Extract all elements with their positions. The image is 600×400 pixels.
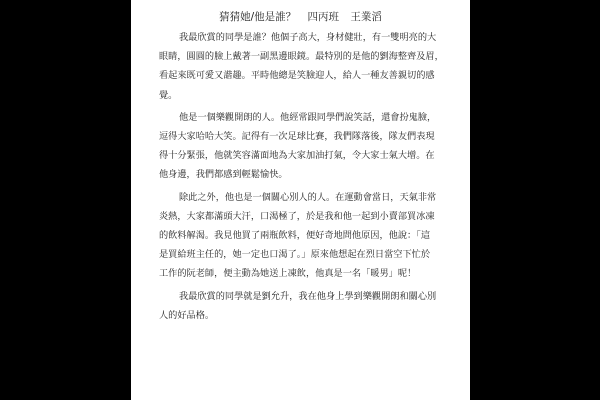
paragraph-line: 炎熱，大家都滿頭大汗，口渴極了，於是我和他一起到小賣部買冰凍 [159, 210, 435, 222]
document-body [159, 28, 449, 328]
paragraph-line: 逗得大家哈哈大笑。記得有一次足球比賽，我們隊落後，隊友們表現 [159, 131, 435, 143]
paragraph-1 [159, 28, 449, 105]
document-page [131, 0, 470, 400]
paragraph-line: 工作的阮老師，便主動為她送上凍飲，他真是一名「暖男」呢！ [159, 268, 417, 280]
paragraph-line: 的飲料解渴。我見他買了兩瓶飲料，便好奇地問他原因，他說：「這 [159, 230, 431, 242]
paragraph-4 [159, 287, 449, 325]
paragraph-3 [159, 188, 449, 284]
paragraph-line: 他是一個樂觀開朗的人。他經常跟同學們說笑話，還會扮鬼臉， [179, 111, 437, 123]
paragraph-line: 除此之外，他也是一個關心別人的人。在運動會當日，天氣非常 [179, 191, 437, 203]
class-name: 四丙班 [307, 11, 340, 23]
paragraph-line: 覺。 [159, 89, 178, 101]
paragraph-line: 看起來既可愛又諧趣。平時他總是笑臉迎人，給人一種友善親切的感 [159, 70, 435, 82]
paragraph-line: 得十分緊張，他就笑容滿面地為大家加油打氣，令大家士氣大增。在 [159, 150, 435, 162]
paragraph-line: 眼睛，圓圓的臉上戴著一副黑邊眼鏡。最特別的是他的劉海整齊及眉， [159, 51, 444, 63]
document-title: 猜猜她/他是誰？ [219, 11, 297, 23]
paragraph-line: 人的好品格。 [159, 309, 215, 321]
paragraph-line: 我最欣賞的同學就是劉允升，我在他身上學到樂觀開朗和關心別 [179, 290, 437, 302]
paragraph-2 [159, 108, 449, 185]
paragraph-line: 他身邊，我們都感到輕鬆愉快。 [159, 169, 288, 181]
paragraph-line: 我最欣賞的同學是誰？他個子高大，身材健壯，有一雙明亮的大 [179, 32, 437, 43]
author-name: 王業滔 [350, 11, 382, 23]
paragraph-line: 是買給班主任的，她一定也口渴了。」原來他想起在烈日當空下忙於 [159, 249, 431, 261]
document-title-line [131, 9, 470, 24]
